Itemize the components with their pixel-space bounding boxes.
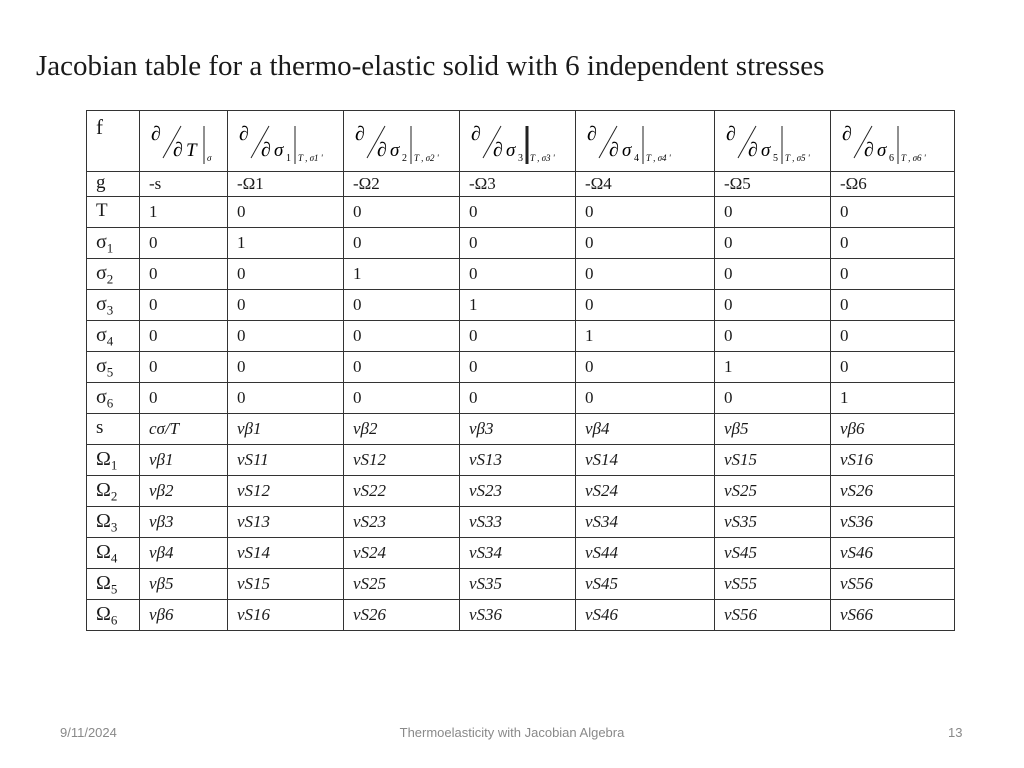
table-cell: 0 [576,290,715,321]
header-derivative-6 [715,111,831,172]
table-cell: 0 [228,352,344,383]
row-label-subscript: 1 [110,457,118,473]
table-cell: vβ2 [140,476,228,507]
row-label-subscript: 4 [110,550,118,566]
row-label-subscript: 6 [110,612,118,628]
table-row [87,321,955,352]
partial-symbol-denominator: ∂ [609,139,619,161]
partial-derivative-operator [840,114,950,168]
table-cell: 0 [576,197,715,228]
table-cell: 0 [228,290,344,321]
table-row [87,445,955,476]
table-cell: cσ/T [140,414,228,445]
partial-symbol-denominator: ∂ [493,139,503,161]
derivative-variable: σ [506,140,516,161]
row-label-symbol: Ω [96,540,111,563]
derivative-variable-subscript: 6 [889,153,894,164]
table-cell: 0 [831,197,955,228]
header-derivative-7 [831,111,955,172]
table-cell: vS46 [576,600,715,631]
row-label-symbol: T [96,200,108,222]
table-cell: vS22 [344,476,460,507]
table-row [87,600,955,631]
row-label-symbol: σ [96,385,107,408]
table-cell: -s [140,172,228,197]
table-cell: vS24 [344,538,460,569]
row-label [87,538,140,569]
table-cell: vβ5 [140,569,228,600]
table-row [87,197,955,228]
jacobian-table [86,110,955,631]
table-cell: 0 [576,228,715,259]
table-cell: vS36 [460,600,576,631]
row-label [87,414,140,445]
table-cell: vβ5 [715,414,831,445]
table-cell: vS23 [344,507,460,538]
slide-title: Jacobian table for a thermo-elastic solid with 6 independent stresses [36,50,825,82]
table-cell: 0 [344,321,460,352]
row-label-symbol: Ω [96,447,111,470]
table-cell: vβ1 [140,445,228,476]
table-cell: vS11 [228,445,344,476]
row-label [87,507,140,538]
table-cell: 0 [715,197,831,228]
table-cell: -Ω1 [228,172,344,197]
table-cell: vS33 [460,507,576,538]
table-row [87,538,955,569]
footer-title: Thermoelasticity with Jacobian Algebra [399,725,625,740]
partial-symbol-denominator: ∂ [261,139,271,161]
table-cell: vS45 [576,569,715,600]
table-cell: 1 [140,197,228,228]
held-constant-condition: T , σ2 ' [414,153,439,163]
row-label [87,290,140,321]
derivative-variable: σ [274,140,284,161]
row-label [87,600,140,631]
held-constant-condition: σ [207,153,212,163]
row-label [87,259,140,290]
table-cell: vβ6 [140,600,228,631]
row-label-symbol: g [96,172,106,193]
table-cell: 0 [228,321,344,352]
held-constant-condition: T , σ3 ' [530,153,555,163]
header-derivative-5 [576,111,715,172]
table-cell: vS45 [715,538,831,569]
table-cell: 0 [344,352,460,383]
table-cell: vS12 [228,476,344,507]
table-cell: 0 [140,228,228,259]
table-cell: 0 [460,197,576,228]
derivative-variable: σ [622,140,632,161]
table-cell: 0 [715,290,831,321]
row-label [87,352,140,383]
table-cell: 0 [228,259,344,290]
table-header-row [87,111,955,172]
row-label [87,569,140,600]
table-row [87,569,955,600]
table-cell: -Ω3 [460,172,576,197]
table-cell: -Ω4 [576,172,715,197]
row-label [87,172,140,197]
row-label [87,476,140,507]
table-cell: 0 [140,352,228,383]
header-derivative-4 [460,111,576,172]
row-label [87,383,140,414]
table-cell: vS35 [715,507,831,538]
table-cell: -Ω6 [831,172,955,197]
footer-date: 9/11/2024 [60,725,117,740]
row-label-subscript: 5 [110,581,118,597]
table-cell: 0 [576,383,715,414]
table-cell: 0 [715,321,831,352]
partial-derivative-operator [237,114,344,168]
partial-symbol-denominator: ∂ [377,139,387,161]
held-constant-condition: T , σ5 ' [785,153,810,163]
row-label-symbol: s [96,417,104,439]
row-label-subscript: 3 [110,519,118,535]
header-derivative-3 [344,111,460,172]
derivative-variable-subscript: 1 [286,153,291,164]
header-derivative-1 [140,111,228,172]
table-row [87,352,955,383]
table-cell: vβ4 [140,538,228,569]
table-cell: vS56 [831,569,955,600]
table-cell: 0 [140,290,228,321]
jacobian-table-body [87,111,955,631]
table-cell: 0 [831,352,955,383]
partial-symbol: ∂ [587,123,597,145]
table-row [87,228,955,259]
table-cell: vβ2 [344,414,460,445]
held-constant-condition: T , σ4 ' [646,153,671,163]
row-label-symbol: σ [96,261,107,284]
table-cell: vS16 [831,445,955,476]
derivative-variable-subscript: 5 [773,153,778,164]
row-label-subscript: 6 [106,395,114,411]
table-cell: vS24 [576,476,715,507]
table-cell: 0 [228,197,344,228]
row-label-symbol: σ [96,292,107,315]
table-cell: 0 [460,228,576,259]
table-cell: vS14 [228,538,344,569]
row-label [87,321,140,352]
row-label-subscript: 2 [110,488,118,504]
table-cell: 0 [460,321,576,352]
table-cell: vS36 [831,507,955,538]
table-cell: 1 [344,259,460,290]
partial-symbol: ∂ [471,123,481,145]
table-cell: 0 [460,383,576,414]
table-cell: vS14 [576,445,715,476]
table-cell: 0 [831,321,955,352]
slide-number: 13 [948,725,963,740]
row-label-subscript: 5 [106,364,114,380]
row-label [87,228,140,259]
row-label-subscript: 4 [106,333,114,349]
table-cell: 0 [576,352,715,383]
partial-symbol-denominator: ∂ [173,139,183,161]
derivative-variable: T [186,140,197,161]
table-cell: 0 [831,290,955,321]
partial-symbol-denominator: ∂ [748,139,758,161]
partial-symbol: ∂ [239,123,249,145]
derivative-variable-subscript: 4 [634,153,639,164]
table-cell: vS25 [715,476,831,507]
table-cell: vS44 [576,538,715,569]
row-label-symbol: Ω [96,478,111,501]
table-cell: vS34 [576,507,715,538]
table-cell: vS34 [460,538,576,569]
table-cell: vβ3 [460,414,576,445]
table-cell: 0 [715,228,831,259]
row-label [87,197,140,228]
table-cell: vS15 [715,445,831,476]
table-row [87,259,955,290]
table-cell: vS46 [831,538,955,569]
partial-symbol-denominator: ∂ [864,139,874,161]
table-cell: 0 [715,383,831,414]
derivative-variable: σ [877,140,887,161]
row-label-symbol: Ω [96,509,111,532]
table-cell: 0 [831,228,955,259]
derivative-variable: σ [390,140,400,161]
derivative-variable: σ [761,140,771,161]
table-cell: vS13 [460,445,576,476]
table-cell: vS55 [715,569,831,600]
row-label-subscript: 3 [106,302,114,318]
partial-derivative-operator [353,114,460,168]
table-cell: vβ3 [140,507,228,538]
table-cell: vS13 [228,507,344,538]
table-cell: 0 [344,228,460,259]
table-cell: 0 [140,321,228,352]
table-cell: -Ω5 [715,172,831,197]
partial-symbol: ∂ [355,123,365,145]
table-cell: 0 [576,259,715,290]
table-cell: vS25 [344,569,460,600]
partial-symbol: ∂ [726,123,736,145]
table-cell: 0 [460,352,576,383]
row-label-subscript: 1 [106,240,114,256]
row-label [87,445,140,476]
row-label-symbol: σ [96,230,107,253]
partial-derivative-operator [469,114,576,168]
table-cell: 0 [715,259,831,290]
partial-derivative-operator [149,114,228,168]
row-label-symbol: σ [96,354,107,377]
row-label-symbol: Ω [96,602,111,625]
table-cell: vS15 [228,569,344,600]
table-cell: -Ω2 [344,172,460,197]
table-row [87,290,955,321]
table-cell: vS26 [344,600,460,631]
table-row [87,414,955,445]
header-derivative-2 [228,111,344,172]
table-cell: 1 [228,228,344,259]
row-label-subscript: 2 [106,271,114,287]
partial-derivative-operator [724,114,831,168]
table-cell: vS56 [715,600,831,631]
derivative-variable-subscript: 3 [518,153,523,164]
table-row [87,383,955,414]
row-label-symbol: Ω [96,571,111,594]
table-cell: vβ1 [228,414,344,445]
held-constant-condition: T , σ6 ' [901,153,926,163]
table-cell: vS26 [831,476,955,507]
table-cell: 0 [344,383,460,414]
derivative-variable-subscript: 2 [402,153,407,164]
partial-symbol: ∂ [842,123,852,145]
table-cell: vS66 [831,600,955,631]
table-cell: 1 [576,321,715,352]
held-constant-condition: T , σ1 ' [298,153,323,163]
table-cell: 1 [460,290,576,321]
row-label-symbol: σ [96,323,107,346]
partial-symbol: ∂ [151,123,161,145]
table-cell: vS23 [460,476,576,507]
table-cell: 0 [831,259,955,290]
table-cell: vS35 [460,569,576,600]
table-cell: 0 [460,259,576,290]
table-cell: vβ6 [831,414,955,445]
table-cell: 0 [344,197,460,228]
table-row [87,507,955,538]
table-row [87,476,955,507]
table-cell: vS16 [228,600,344,631]
table-cell: vS12 [344,445,460,476]
table-cell: 0 [140,259,228,290]
header-corner-f: f [87,111,140,172]
table-cell: 0 [140,383,228,414]
table-cell: vβ4 [576,414,715,445]
table-cell: 0 [228,383,344,414]
table-cell: 1 [715,352,831,383]
table-cell: 0 [344,290,460,321]
partial-derivative-operator [585,114,695,168]
table-cell: 1 [831,383,955,414]
table-row [87,172,955,197]
